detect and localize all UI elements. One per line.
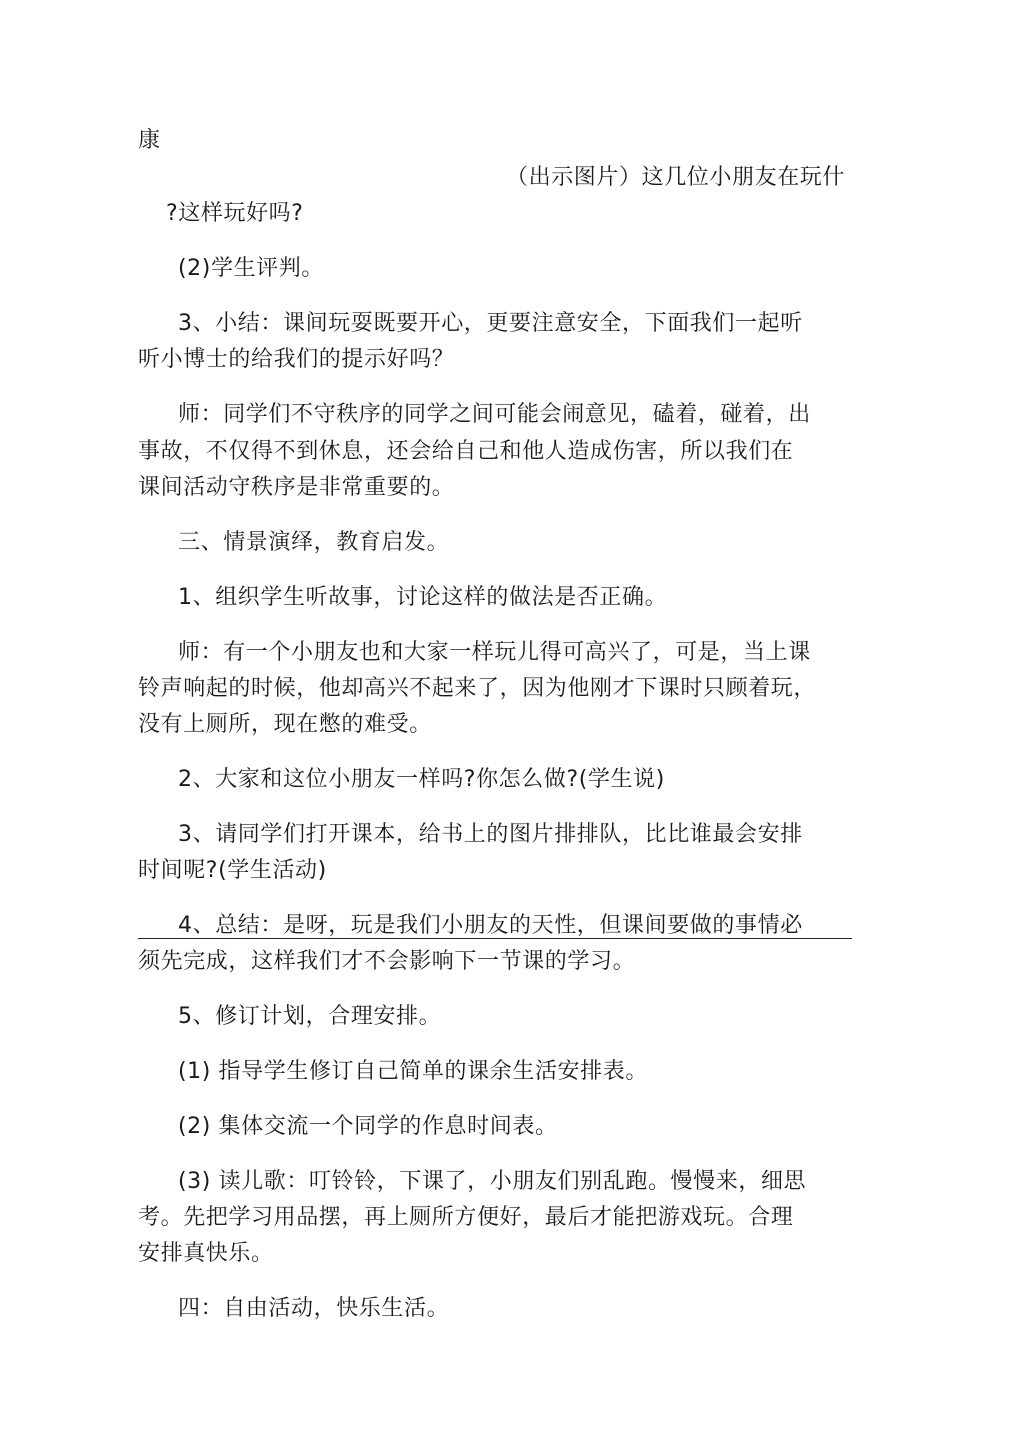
text-line: 没有上厕所，现在憋的难受。 (138, 712, 432, 737)
text-line: (3) 读儿歌：叮铃铃，下课了，小朋友们别乱跑。慢慢来，细思 (178, 1169, 807, 1194)
text-line: (1) 指导学生修订自己简单的课余生活安排表。 (178, 1059, 648, 1084)
text-line: 考。先把学习用品摆，再上厕所方便好，最后才能把游戏玩。合理 (138, 1205, 794, 1230)
text-line: 事故，不仅得不到休息，还会给自己和他人造成伤害，所以我们在 (138, 439, 794, 464)
horizontal-rule (138, 938, 852, 939)
section-heading: 四：自由活动，快乐生活。 (178, 1296, 450, 1321)
text-line: （出示图片）这几位小朋友在玩什 (506, 165, 846, 190)
text-line: 康 (138, 128, 161, 153)
text-line: 课间活动守秩序是非常重要的。 (138, 475, 455, 500)
text-line: 时间呢?(学生活动) (138, 858, 327, 883)
text-line: 5、修订计划，合理安排。 (178, 1004, 442, 1029)
text-line: 3、请同学们打开课本，给书上的图片排排队，比比谁最会安排 (178, 822, 803, 847)
text-line: 听小博士的给我们的提示好吗？ (138, 347, 455, 372)
text-line: 铃声响起的时候，他却高兴不起来了，因为他刚才下课时只顾着玩， (138, 676, 817, 701)
text-line: (2) 集体交流一个同学的作息时间表。 (178, 1114, 558, 1139)
text-line: 安排真快乐。 (138, 1241, 274, 1266)
text-line: 3、小结：课间玩耍既要开心，更要注意安全，下面我们一起听 (178, 311, 803, 336)
section-heading: 三、情景演绎，教育启发。 (178, 530, 450, 555)
text-line: 4、总结：是呀，玩是我们小朋友的天性，但课间要做的事情必 (178, 913, 803, 938)
text-line: (2)学生评判。 (178, 256, 324, 281)
text-line: 2、大家和这位小朋友一样吗?你怎么做?(学生说) (178, 767, 665, 792)
text-line: 须先完成，这样我们才不会影响下一节课的学习。 (138, 949, 636, 974)
text-line: 师：有一个小朋友也和大家一样玩儿得可高兴了，可是，当上课 (178, 640, 811, 665)
text-line: 师：同学们不守秩序的同学之间可能会闹意见，磕着，碰着，出 (178, 402, 811, 427)
text-line: 1、组织学生听故事，讨论这样的做法是否正确。 (178, 585, 668, 610)
text-line: ?这样玩好吗? (166, 201, 304, 226)
